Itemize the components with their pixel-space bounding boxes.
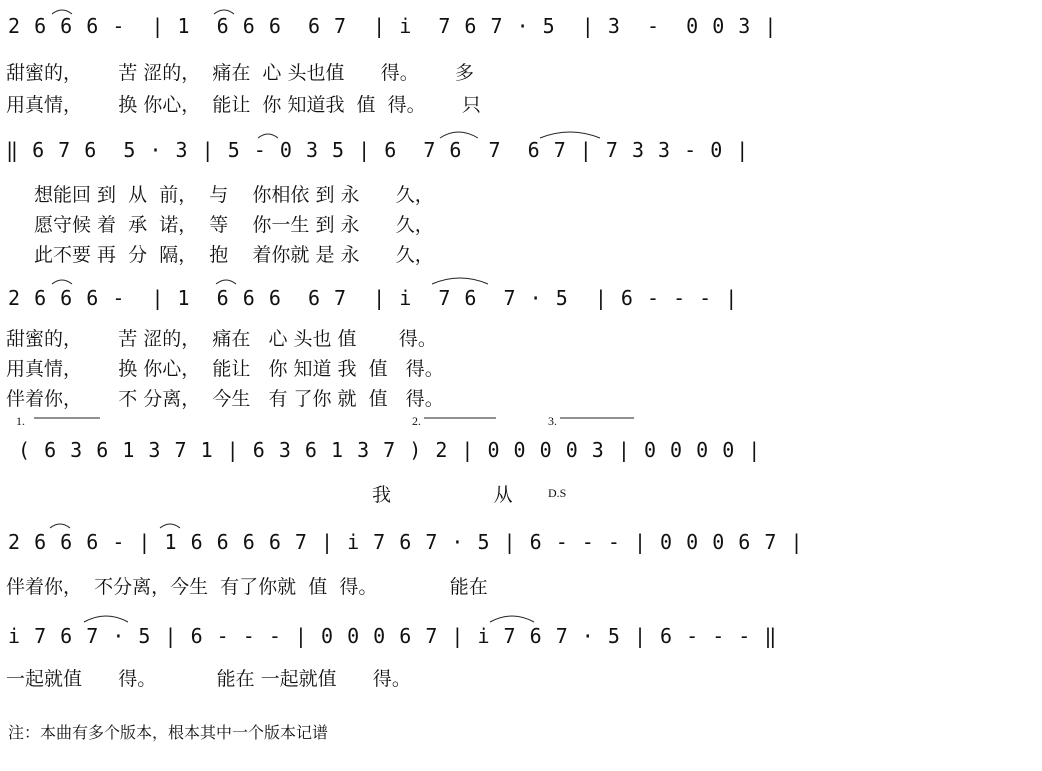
- footnote: 注：本曲有多个版本，根本其中一个版本记谱: [8, 723, 329, 742]
- notes-system-1: 2 6 6 6 - | 1 6 6 6 6 7 | i 7 6 7 · 5 | 3 - 0 0 3 |: [8, 14, 778, 38]
- slur-mark: [50, 524, 70, 528]
- lyrics-2-verse-2: 愿守候 着 承 诺， 等 你一生 到 永 久，: [34, 214, 434, 236]
- volta-3-label: 3.: [548, 414, 557, 428]
- slur-mark: [160, 524, 180, 528]
- lyrics-1-verse-1: 甜蜜的， 苦 涩的， 痛在 心 头也值 得。 多: [6, 62, 474, 84]
- lyrics-3-verse-3: 伴着你， 不 分离， 今生 有 了你 就 值 得。: [6, 388, 444, 410]
- volta-2-label: 2.: [412, 414, 421, 428]
- slur-mark: [432, 278, 488, 284]
- slur-mark: [490, 616, 534, 622]
- slur-mark: [84, 616, 128, 622]
- notes-system-4: ( 6 3 6 1 3 7 1 | 6 3 6 1 3 7 ) 2 | 0 0 0 0 3 | 0 0 0 0 |: [18, 438, 762, 462]
- lyrics-2-verse-1: 想能回 到 从 前， 与 你相依 到 永 久，: [34, 184, 434, 206]
- slur-mark: [52, 280, 72, 284]
- lyrics-5: 伴着你， 不分离，今生 有了你就 值 得。 能在: [6, 576, 488, 598]
- notes-system-2: ‖ 6 7 6 5 · 3 | 5 - 0 3 5 | 6 7 6 7 6 7 | 7 3 3 - 0 |: [6, 138, 750, 162]
- notes-system-5: 2 6 6 6 - | 1 6 6 6 6 7 | i 7 6 7 · 5 | 6 - - - | 0 0 0 6 7 |: [8, 530, 804, 554]
- lyrics-1-verse-2: 用真情， 换 你心， 能让 你 知道我 值 得。 只: [6, 94, 481, 116]
- slur-mark: [216, 280, 236, 284]
- lyrics-4: 我 从: [372, 484, 513, 506]
- ds-mark: D.S: [548, 486, 567, 500]
- notes-system-6: i 7 6 7 · 5 | 6 - - - | 0 0 0 6 7 | i 7 6 7 · 5 | 6 - - - ‖: [8, 624, 778, 648]
- lyrics-3-verse-1: 甜蜜的， 苦 涩的， 痛在 心 头也 值 得。: [6, 328, 437, 350]
- volta-1-label: 1.: [16, 414, 25, 428]
- notes-system-3: 2 6 6 6 - | 1 6 6 6 6 7 | i 7 6 7 · 5 | 6 - - - |: [8, 286, 739, 310]
- lyrics-6: 一起就值 得。 能在 一起就值 得。: [6, 668, 411, 690]
- lyrics-2-verse-3: 此不要 再 分 隔， 抱 着你就 是 永 久，: [34, 244, 434, 266]
- lyrics-3-verse-2: 用真情， 换 你心， 能让 你 知道 我 值 得。: [6, 358, 444, 380]
